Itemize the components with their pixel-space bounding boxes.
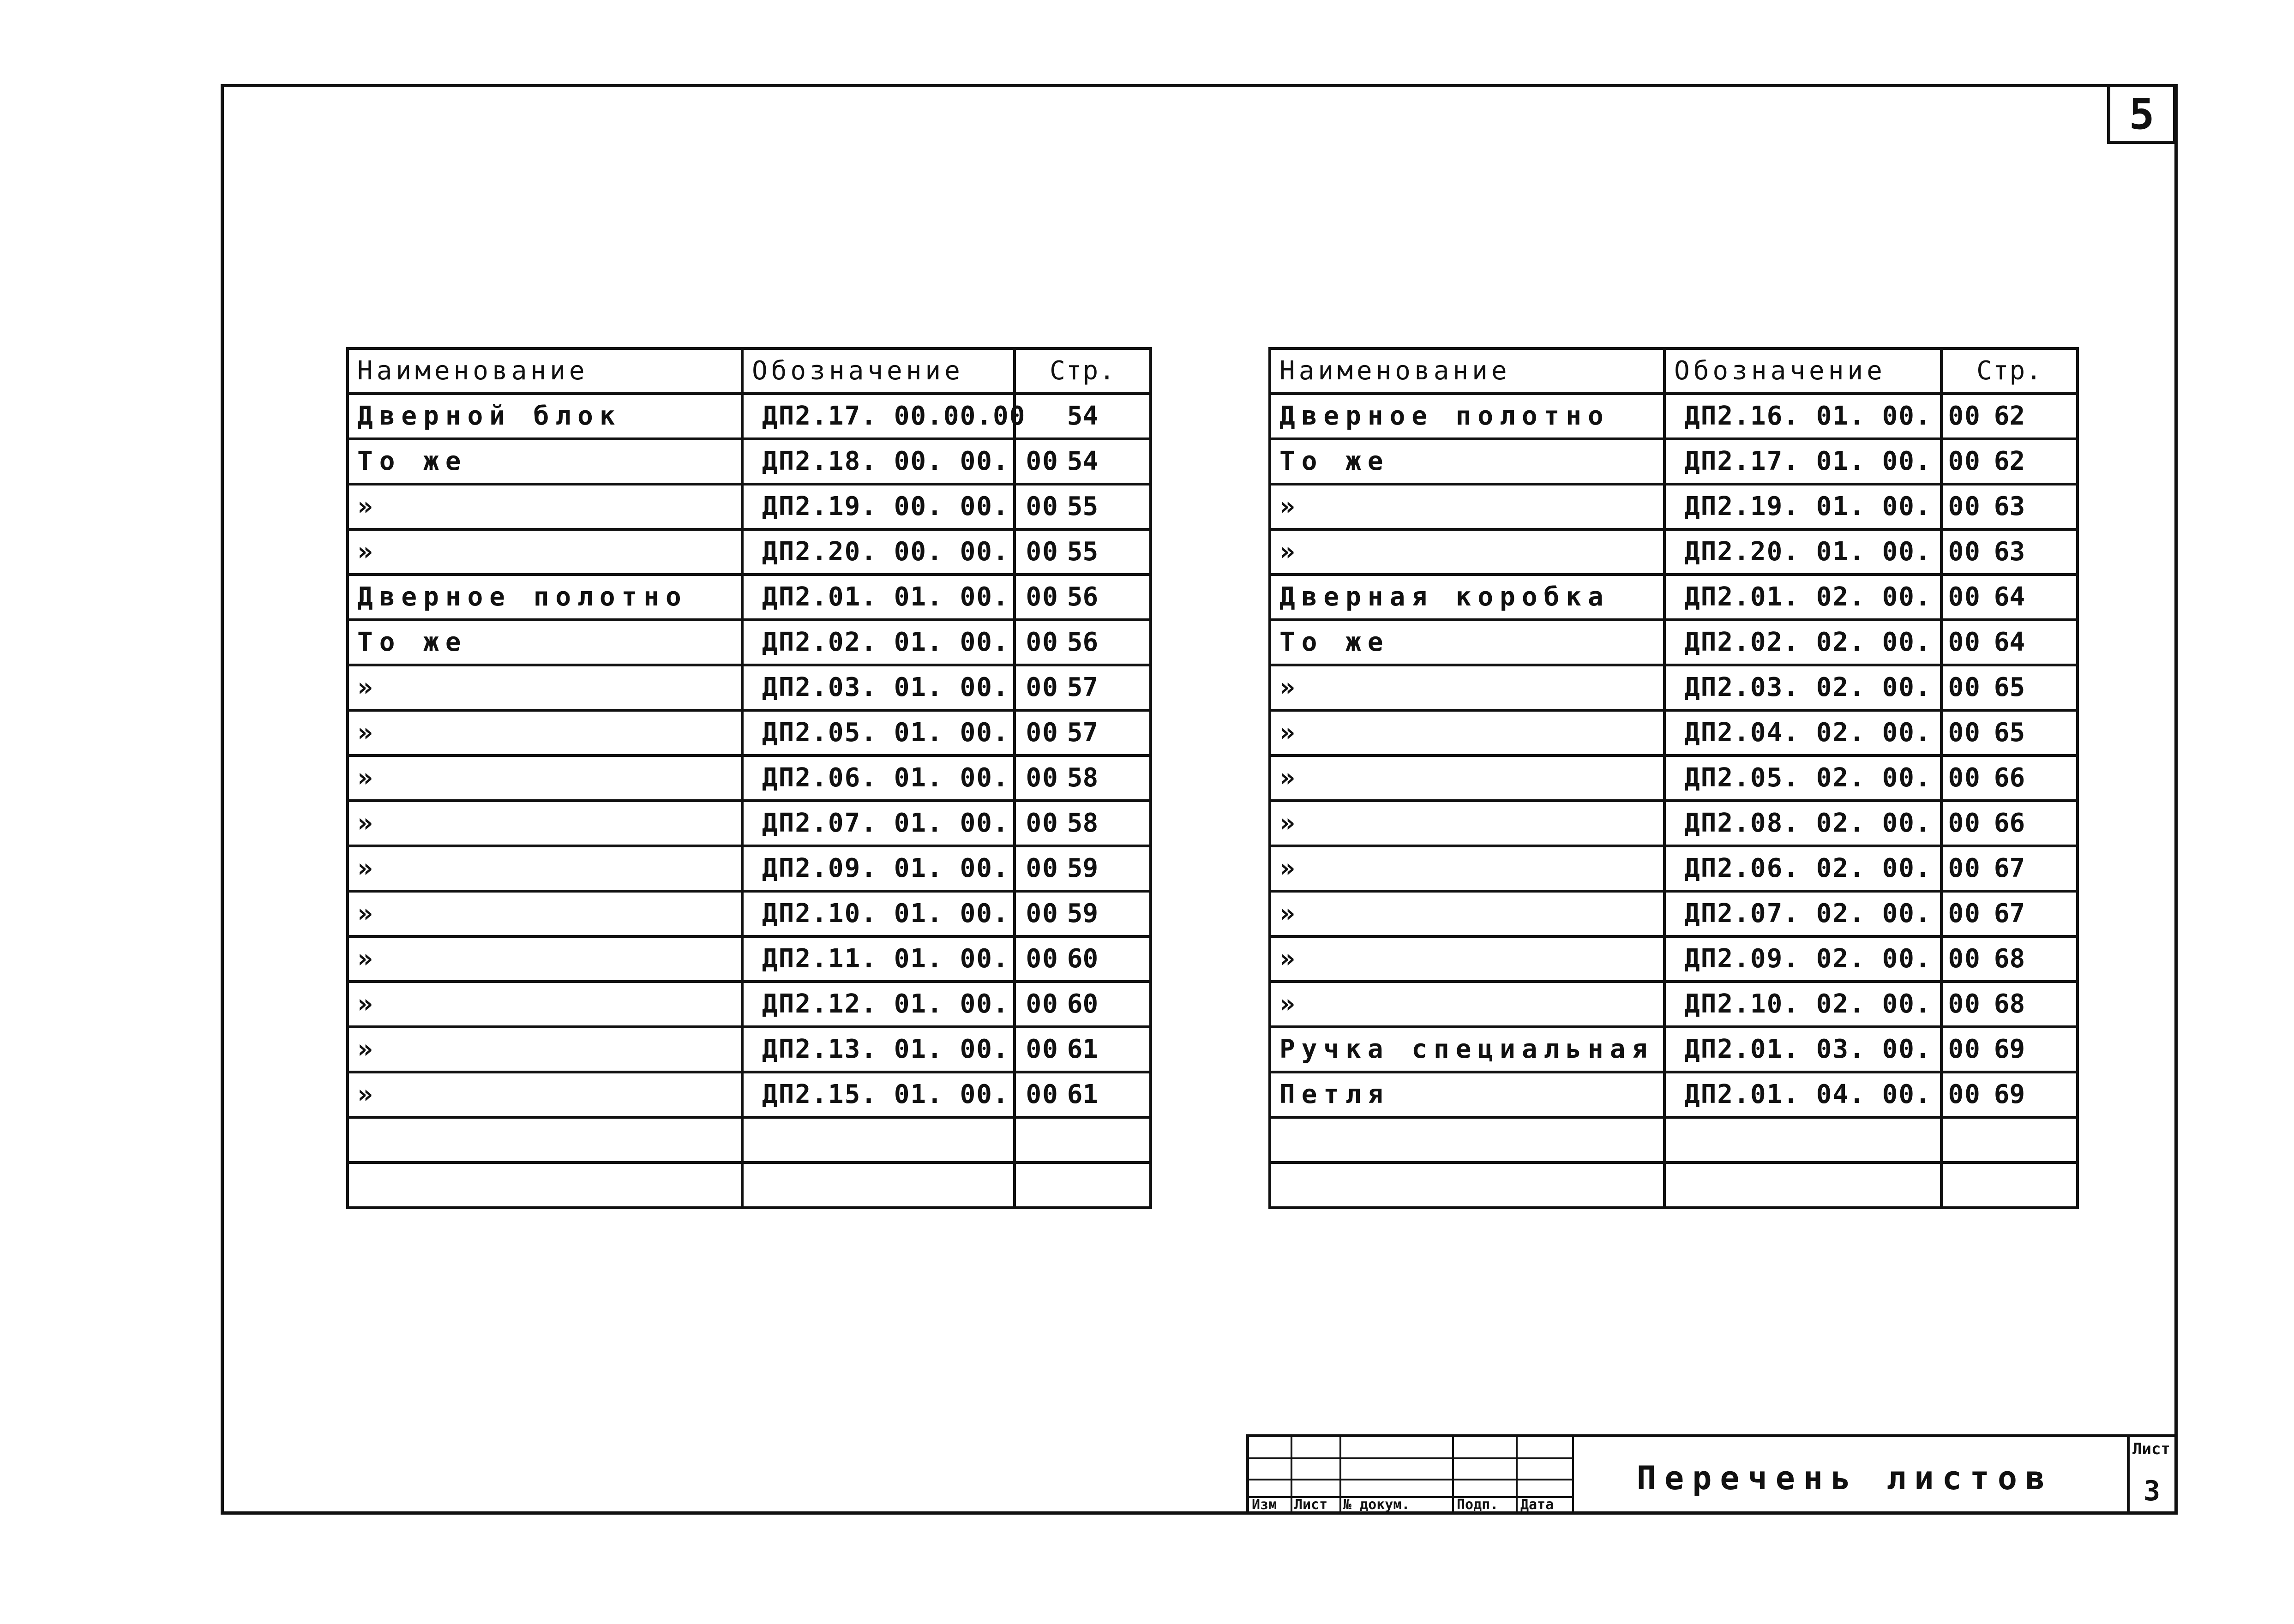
row-name-cell: »: [348, 665, 742, 710]
row-code-cell: ДП2.10. 01. 00. 00: [742, 891, 1015, 936]
row-page-cell: [1015, 1163, 1151, 1208]
row-name-cell: »: [348, 1072, 742, 1117]
table-row: [1270, 620, 2078, 665]
row-code-cell: ДП2.19. 01. 00. 00: [1664, 484, 1941, 529]
row-name-cell: »: [1270, 529, 1664, 575]
row-name-cell: »: [1270, 801, 1664, 846]
table-row: [348, 575, 1151, 620]
table-row: [348, 710, 1151, 755]
row-name-cell: »: [348, 484, 742, 529]
row-page-cell: 58: [1015, 801, 1151, 846]
row-name-cell: »: [348, 936, 742, 982]
row-name-cell: [348, 1117, 742, 1163]
row-page-cell: 61: [1015, 1027, 1151, 1072]
row-code-cell: ДП2.09. 01. 00. 00: [742, 846, 1015, 891]
row-name-cell: »: [348, 529, 742, 575]
row-page-cell: 66: [1941, 801, 2078, 846]
row-code-cell: ДП2.06. 02. 00. 00: [1664, 846, 1941, 891]
table-row: [348, 891, 1151, 936]
row-code-cell: ДП2.05. 01. 00. 00: [742, 710, 1015, 755]
row-code-cell: ДП2.01. 01. 00. 00: [742, 575, 1015, 620]
row-page-cell: 60: [1015, 982, 1151, 1027]
table-row: [1270, 1117, 2078, 1163]
row-code-cell: ДП2.20. 01. 00. 00: [1664, 529, 1941, 575]
row-page-cell: 62: [1941, 439, 2078, 484]
row-name-cell: »: [1270, 665, 1664, 710]
row-name-cell: То же: [1270, 620, 1664, 665]
row-code-cell: ДП2.01. 02. 00. 00: [1664, 575, 1941, 620]
row-code-cell: ДП2.03. 02. 00. 00: [1664, 665, 1941, 710]
row-code-cell: [1664, 1163, 1941, 1208]
row-code-cell: ДП2.05. 02. 00. 00: [1664, 755, 1941, 801]
row-page-cell: 67: [1941, 891, 2078, 936]
table-header-row: [1270, 348, 2078, 394]
header-code: Обозначение: [1664, 348, 1941, 394]
row-code-cell: ДП2.02. 02. 00. 00: [1664, 620, 1941, 665]
row-code-cell: ДП2.01. 04. 00. 00: [1664, 1072, 1941, 1117]
row-code-cell: ДП2.04. 02. 00. 00: [1664, 710, 1941, 755]
table-body: [348, 394, 1151, 1208]
row-code-cell: ДП2.13. 01. 00. 00: [742, 1027, 1015, 1072]
table-row: [348, 1027, 1151, 1072]
row-code-cell: ДП2.18. 00. 00. 00: [742, 439, 1015, 484]
row-name-cell: »: [348, 846, 742, 891]
table-row: [1270, 484, 2078, 529]
sheet-label: Лист: [2132, 1440, 2170, 1458]
row-page-cell: [1015, 1117, 1151, 1163]
row-code-cell: ДП2.17. 00.00.00: [742, 394, 1015, 439]
revision-grid: [1249, 1437, 1572, 1515]
row-page-cell: 57: [1015, 710, 1151, 755]
sheet-value: 3: [2144, 1475, 2161, 1507]
document-title: Перечень листов: [1637, 1459, 2054, 1497]
stamp-label-sheet: Лист: [1294, 1497, 1328, 1513]
row-name-cell: Петля: [1270, 1072, 1664, 1117]
row-name-cell: [1270, 1163, 1664, 1208]
header-name: Наименование: [1270, 348, 1664, 394]
row-code-cell: ДП2.07. 01. 00. 00: [742, 801, 1015, 846]
table-row: [348, 846, 1151, 891]
row-page-cell: 65: [1941, 710, 2078, 755]
row-page-cell: 54: [1015, 439, 1151, 484]
row-page-cell: 64: [1941, 620, 2078, 665]
row-name-cell: »: [348, 710, 742, 755]
table-row: [348, 1117, 1151, 1163]
table-row: [348, 484, 1151, 529]
row-page-cell: 58: [1015, 755, 1151, 801]
row-code-cell: ДП2.11. 01. 00. 00: [742, 936, 1015, 982]
table-row: [1270, 936, 2078, 982]
table-row: [348, 665, 1151, 710]
row-code-cell: [742, 1117, 1015, 1163]
row-code-cell: ДП2.15. 01. 00. 00: [742, 1072, 1015, 1117]
row-code-cell: ДП2.09. 02. 00. 00: [1664, 936, 1941, 982]
row-name-cell: То же: [1270, 439, 1664, 484]
table-body: [1270, 394, 2078, 1208]
table-header-row: [348, 348, 1151, 394]
row-code-cell: ДП2.02. 01. 00. 00: [742, 620, 1015, 665]
row-name-cell: [1270, 1117, 1664, 1163]
table-row: [1270, 575, 2078, 620]
row-page-cell: 63: [1941, 529, 2078, 575]
table-row: [348, 1072, 1151, 1117]
header-page: Стр.: [1941, 348, 2078, 394]
stamp-label-change: Изм: [1252, 1497, 1277, 1513]
row-name-cell: »: [1270, 484, 1664, 529]
header-page: Стр.: [1015, 348, 1151, 394]
row-name-cell: »: [1270, 755, 1664, 801]
row-name-cell: »: [1270, 710, 1664, 755]
row-name-cell: Дверное полотно: [348, 575, 742, 620]
table-row: [348, 620, 1151, 665]
table-row: [1270, 755, 2078, 801]
header-code: Обозначение: [742, 348, 1015, 394]
row-page-cell: 61: [1015, 1072, 1151, 1117]
row-page-cell: 65: [1941, 665, 2078, 710]
row-page-cell: 59: [1015, 846, 1151, 891]
stamp-label-date: Дата: [1520, 1497, 1554, 1513]
table-row: [1270, 846, 2078, 891]
row-name-cell: [348, 1163, 742, 1208]
table-row: [1270, 439, 2078, 484]
table-row: [348, 439, 1151, 484]
table-row: [1270, 665, 2078, 710]
row-code-cell: [1664, 1117, 1941, 1163]
row-name-cell: »: [348, 1027, 742, 1072]
table-row: [1270, 1027, 2078, 1072]
table-row: [348, 1163, 1151, 1208]
table-row: [348, 394, 1151, 439]
row-code-cell: ДП2.08. 02. 00. 00: [1664, 801, 1941, 846]
row-name-cell: Ручка специальная: [1270, 1027, 1664, 1072]
row-code-cell: ДП2.19. 00. 00. 00: [742, 484, 1015, 529]
header-name: Наименование: [348, 348, 742, 394]
row-name-cell: »: [348, 891, 742, 936]
stamp-label-signature: Подп.: [1457, 1497, 1499, 1513]
table-row: [1270, 710, 2078, 755]
row-name-cell: »: [1270, 846, 1664, 891]
table-row: [1270, 801, 2078, 846]
sheet-number-box: [2127, 1437, 2178, 1515]
table-row: [348, 936, 1151, 982]
row-name-cell: »: [1270, 936, 1664, 982]
row-name-cell: Дверное полотно: [1270, 394, 1664, 439]
row-code-cell: [742, 1163, 1015, 1208]
row-code-cell: ДП2.01. 03. 00. 00: [1664, 1027, 1941, 1072]
row-code-cell: ДП2.06. 01. 00. 00: [742, 755, 1015, 801]
row-page-cell: 62: [1941, 394, 2078, 439]
row-page-cell: 63: [1941, 484, 2078, 529]
row-name-cell: »: [348, 755, 742, 801]
row-page-cell: 67: [1941, 846, 2078, 891]
row-name-cell: »: [348, 801, 742, 846]
row-page-cell: [1941, 1163, 2078, 1208]
table-row: [1270, 529, 2078, 575]
row-page-cell: 59: [1015, 891, 1151, 936]
row-page-cell: 64: [1941, 575, 2078, 620]
row-page-cell: [1941, 1117, 2078, 1163]
row-code-cell: ДП2.10. 02. 00. 00: [1664, 982, 1941, 1027]
row-code-cell: ДП2.03. 01. 00. 00: [742, 665, 1015, 710]
row-page-cell: 54: [1015, 394, 1151, 439]
title-block: [1246, 1434, 2178, 1515]
row-code-cell: ДП2.12. 01. 00. 00: [742, 982, 1015, 1027]
row-page-cell: 69: [1941, 1027, 2078, 1072]
row-name-cell: Дверной блок: [348, 394, 742, 439]
row-page-cell: 69: [1941, 1072, 2078, 1117]
row-page-cell: 66: [1941, 755, 2078, 801]
table-row: [348, 801, 1151, 846]
row-page-cell: 60: [1015, 936, 1151, 982]
row-code-cell: ДП2.16. 01. 00. 00: [1664, 394, 1941, 439]
sheet-list-table-left: [346, 347, 1152, 1209]
row-name-cell: »: [1270, 982, 1664, 1027]
table-row: [348, 982, 1151, 1027]
row-name-cell: »: [348, 982, 742, 1027]
stamp-label-doc-number: № докум.: [1343, 1497, 1410, 1513]
row-name-cell: То же: [348, 439, 742, 484]
page-number: 5: [2107, 84, 2176, 144]
row-code-cell: ДП2.17. 01. 00. 00: [1664, 439, 1941, 484]
row-code-cell: ДП2.07. 02. 00. 00: [1664, 891, 1941, 936]
row-page-cell: 55: [1015, 529, 1151, 575]
row-name-cell: »: [1270, 891, 1664, 936]
sheet-list-table-right: [1268, 347, 2079, 1209]
row-name-cell: То же: [348, 620, 742, 665]
table-row: [1270, 982, 2078, 1027]
table-row: [348, 755, 1151, 801]
row-page-cell: 56: [1015, 575, 1151, 620]
table-row: [1270, 1072, 2078, 1117]
row-name-cell: Дверная коробка: [1270, 575, 1664, 620]
table-row: [1270, 891, 2078, 936]
row-page-cell: 57: [1015, 665, 1151, 710]
table-row: [1270, 394, 2078, 439]
row-page-cell: 56: [1015, 620, 1151, 665]
table-row: [1270, 1163, 2078, 1208]
table-row: [348, 529, 1151, 575]
row-page-cell: 55: [1015, 484, 1151, 529]
row-code-cell: ДП2.20. 00. 00. 00: [742, 529, 1015, 575]
row-page-cell: 68: [1941, 936, 2078, 982]
row-page-cell: 68: [1941, 982, 2078, 1027]
